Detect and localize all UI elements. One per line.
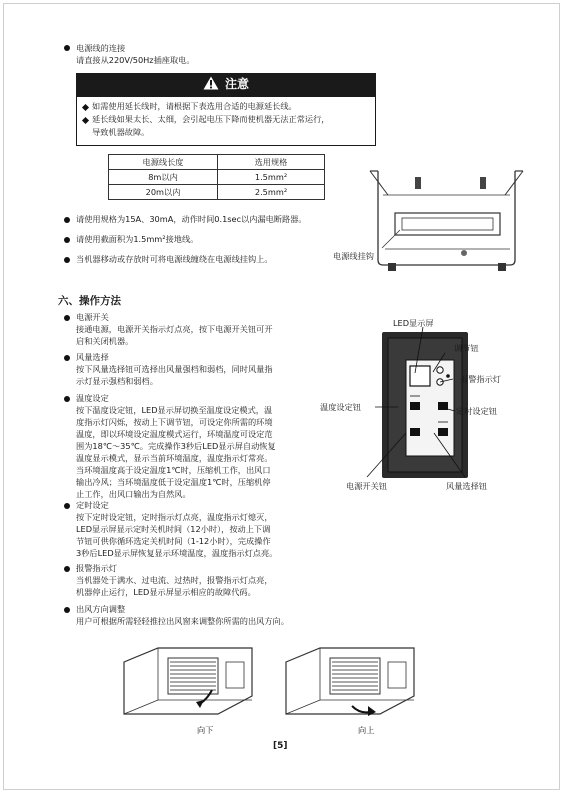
table-cell: 1.5mm² (218, 170, 325, 185)
note-1: 请使用规格为15A、30mA，动作时间0.1sec以内漏电断路器。 (76, 214, 307, 224)
louver-down-illustration (118, 640, 258, 725)
diamond-bullet (82, 117, 89, 124)
op-line: 输出冷风；当环境温度低于设定温度1℃时，压缩机停 (76, 477, 271, 487)
op-line: 温度显示模式，显示当前环境温度，温度指示灯常亮。 (76, 453, 273, 463)
bullet (64, 237, 70, 243)
op-line: 机器停止运行，LED显示屏显示相应的故障代码。 (76, 587, 256, 597)
bullet (64, 355, 70, 361)
table-cell: 8m以内 (109, 170, 218, 185)
page-number: [5] (273, 741, 288, 751)
diamond-bullet (82, 104, 89, 111)
bullet (64, 315, 70, 321)
label-fan-button: 风量选择钮 (446, 481, 487, 491)
unit-back-illustration (360, 165, 535, 275)
op-title: 报警指示灯 (76, 563, 117, 573)
note-2: 请使用截面积为1.5mm²接地线。 (76, 234, 199, 244)
label-temp-button: 温度设定钮 (320, 402, 361, 412)
hook-label: 电源线挂钩 (333, 251, 374, 261)
warning-body (76, 96, 376, 146)
op-line: 按下风量选择钮可选择出风量强档和弱档，同时风量指 (76, 364, 273, 374)
label-alarm-light: 报警指示灯 (460, 374, 501, 384)
op-line: 度指示灯闪烁，按动上下调节钮，可设定你所需的环境 (76, 417, 273, 427)
section-title: 六、操作方法 (58, 295, 121, 307)
op-line: 按下定时设定钮，定时指示灯点亮，温度指示灯熄灭， (76, 512, 273, 522)
op-line: 启和关闭机器。 (76, 336, 134, 346)
op-title: 风量选择 (76, 352, 109, 362)
warning-header (76, 73, 376, 96)
bullet (64, 607, 70, 613)
warning-item-3: 导致机器故障。 (92, 127, 150, 137)
op-line: 当环境温度高于设定温度1℃时，压缩机工作，出风口 (76, 465, 271, 475)
bullet (64, 257, 70, 263)
bullet (64, 217, 70, 223)
op-line: 节钮可供你循环选定关机时间（1-12小时），完成操作 (76, 536, 271, 546)
op-line: 围为18℃～35℃。完成操作3秒后LED显示屏自动恢复 (76, 441, 276, 451)
op-title: 出风方向调整 (76, 604, 126, 614)
louver-up-illustration (280, 640, 420, 725)
label-led-screen: LED显示屏 (393, 318, 434, 328)
label-timer-button: 定时设定钮 (456, 406, 497, 416)
op-line: LED显示屏显示定时关机时间（12小时），按动上下调 (76, 524, 271, 534)
warning-triangle-icon (203, 76, 219, 90)
warning-item-1: 如需使用延长线时，请根据下表选用合适的电源延长线。 (92, 101, 297, 111)
op-line: 温度，即以环境设定温度模式运行，环境温度可设定范 (76, 429, 273, 439)
cable-spec-table (108, 154, 325, 200)
op-title: 定时设定 (76, 500, 109, 510)
op-title: 温度设定 (76, 393, 109, 403)
op-line: 止工作，出风口输出为自然风。 (76, 489, 191, 499)
op-title: 电源开关 (76, 312, 109, 322)
table-cell: 2.5mm² (218, 185, 325, 200)
op-line: 当机器处于满水、过电流、过热时，报警指示灯点亮， (76, 575, 273, 585)
direction-up-label: 向上 (358, 725, 375, 735)
op-line: 按下温度设定钮，LED显示屏切换至温度设定模式，温 (76, 405, 273, 415)
op-line: 用户可根据所需轻轻推拉出风窗来调整你所需的出风方向。 (76, 616, 289, 626)
power-desc: 请直接从220V/50Hz插座取电。 (76, 55, 195, 65)
label-adjust-button: 调节钮 (454, 343, 479, 353)
bullet (64, 566, 70, 572)
note-3: 当机器移动或存放时可将电源线缠绕在电源线挂钩上。 (76, 254, 273, 264)
table-header: 选用规格 (218, 155, 325, 170)
warning-title: 注意 (224, 77, 249, 91)
label-power-button: 电源开关钮 (346, 481, 387, 491)
bullet (64, 503, 70, 509)
bullet (64, 396, 70, 402)
direction-down-label: 向下 (197, 725, 214, 735)
op-line: 接通电源，电源开关指示灯点亮，按下电源开关钮可开 (76, 324, 273, 334)
op-line: 3秒后LED显示屏恢复显示环境温度，温度指示灯点亮。 (76, 548, 278, 558)
warning-item-2: 延长线如果太长、太细，会引起电压下降而使机器无法正常运行， (92, 114, 330, 124)
table-header: 电源线长度 (109, 155, 218, 170)
table-cell: 20m以内 (109, 185, 218, 200)
op-line: 示灯显示强档和弱档。 (76, 376, 158, 386)
bullet (64, 45, 70, 51)
power-title: 电源线的连接 (76, 43, 126, 53)
